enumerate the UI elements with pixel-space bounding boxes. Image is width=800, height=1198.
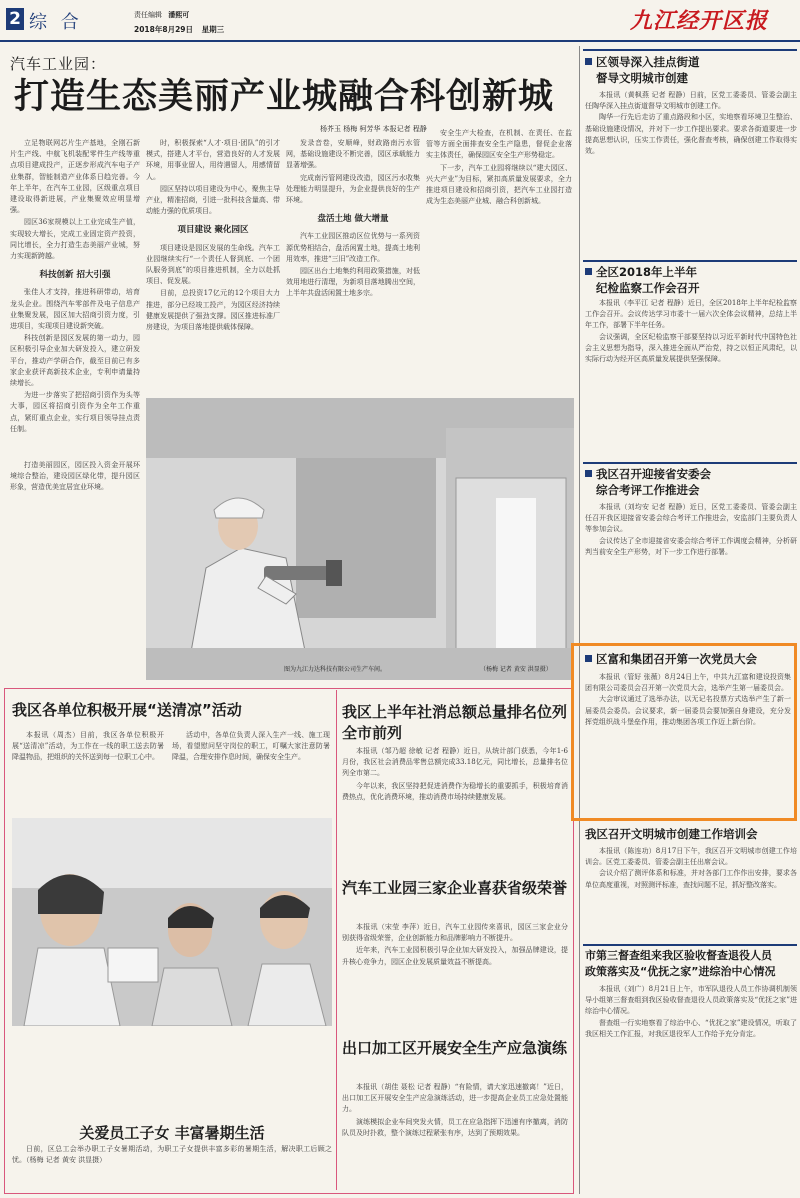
r0-bullet-icon (585, 58, 592, 65)
r4-body (585, 846, 797, 938)
lead-col3-p3: 汽车工业园区推动区位优势与一系列资源优势相结合，盘活闲置土地，提高土地利用效率，推进“三旧”改造工作。 (286, 232, 420, 263)
a2-lead: 本报讯（邹乃超 徐敏 记者 程静）近日，从统计部门获悉，今年1-6月份，我区社会消费品零售总额完成33.18亿元，同比增长，总量排名位列全市第二。 (342, 747, 568, 778)
lead-col2-p3: 项目建设是园区发展的生命线。汽车工业园继续实行“一个责任人督到底、一个团队服务到底”的项目推进机制，全力以赴抓项目、促发展。 (146, 243, 280, 286)
r3-lead: 本报讯（管好 张薇）8月24日上午，中共九江富和建设投资集团有限公司委员会召开第一次党员大会，选举产生第一届委员会。 (585, 673, 791, 693)
r1-bullet-icon (585, 268, 592, 275)
a5-photo-art (12, 818, 332, 1026)
a1-body-left (12, 730, 164, 812)
r5-title-line2: 政策落实及“优抚之家”进综治中心情况 (585, 965, 776, 978)
lead-col3-p1: 发录音卷，安顺峰，财政路南污水管网，基础设施建设不断完善，园区承载能力显著增强。 (286, 139, 420, 170)
lead-photo-caption: 图为九江力达科技有限公司生产车间。 (284, 666, 387, 673)
editor-name: 潘熙可 (168, 11, 190, 19)
lead-col4 (426, 128, 572, 398)
r5-rule (583, 944, 797, 946)
a1-lead: 本报讯（周杰）目前，我区各单位积极开展“送清凉”活动，为工作在一线的职工送去防暑降温物品，把组织的关怀送到每一位职工心中。 (12, 731, 164, 762)
lead-col1-p1: 立足物联网芯片生产基地，全刚石新片生产线、中航飞机装配零件生产线等重点项目建成投产，正逐步形成汽车电子产业集群，智能制造产业体系日趋完善。今年上半年，在汽车工业园，区级重点项目建设取得新进展，产业集聚效应明显增强。 (10, 139, 140, 215)
a4-body-text: 演练模拟企业车间突发火情，员工在应急指挥下迅速有序撤离，消防队员及时扑救，整个演练过程紧张有序，达到了预期效果。 (342, 1117, 568, 1137)
lead-subhead-1: 科技创新 招大引强 (39, 270, 111, 281)
masthead-rule (0, 40, 800, 42)
lead-photo-credit: （杨梅 记者 黄安 洪显摄） (480, 666, 552, 673)
r5-title (585, 948, 797, 980)
lead-col1-p2: 园区36家规模以上工业完成生产值，实现较大增长，完成工业固定资产投资，同比增长，全力打造生态美丽产业城，努力实现新跨越。 (10, 218, 140, 261)
lead-byline: 杨芥玉 杨梅 柯芳华 本报记者 程静 (320, 125, 427, 133)
r3-text: 大会审议通过了选举办法，以无记名投票方式选举产生了新一届委员会委员。会议要求，新一届委员会要加强自身建设，充分发挥党组织战斗堡垒作用，推动集团各项工作迈上新台阶。 (585, 695, 791, 726)
lead-col2-p1: 时，积极探索“人才·项目·团队”的引才模式，搭建人才平台，营造良好的人才发展环境，用事业留人，用待遇留人，用感情留人。 (146, 139, 280, 181)
r1-lead: 本报讯（李平江 记者 程静）近日，全区2018年上半年纪检监察工作会召开。会议传达学习市委十一届六次全体会议精神，总结上半年工作，部署下半年任务。 (585, 299, 797, 330)
r5-title-line1: 市第三督查组来我区验收督查退役人员 (585, 949, 772, 962)
r2-title (585, 466, 797, 498)
r0-title-line2: 督导文明城市创建 (596, 71, 688, 85)
r5-text: 督查组一行实地察看了综治中心、“优抚之家”建设情况，听取了我区相关工作汇报，对我区退役军人工作给予充分肯定。 (585, 1018, 797, 1038)
lead-col1-p5: 为进一步落实了把招商引资作为头等大事，园区将招商引资作为全年工作重点，紧盯重点企业，实行项目领导挂点责任制。 (10, 391, 140, 433)
lead-col3-p2: 完成南污管网建设改造，园区污水收集处理能力明显提升，为企业提供良好的生产环境。 (286, 173, 420, 205)
r2-bullet-icon (585, 470, 592, 477)
page-number-block (6, 8, 24, 30)
r1-title-line2: 纪检监察工作会召开 (596, 281, 700, 295)
r2-rule (583, 462, 797, 464)
a4-body (342, 1082, 568, 1190)
a3-body-text: 近年来，汽车工业园积极引导企业加大研发投入，加强品牌建设，提升核心竞争力，园区企业发展质量效益不断提高。 (342, 946, 568, 966)
lead-photo-art (146, 398, 574, 680)
lead-col1-p3: 张佳人才支持，推进科研带动，培育龙头企业。围绕汽车零部件及电子信息产业集聚发展，园区加大招商引资力度，引进项目，实现项目建设新突破。 (10, 288, 140, 331)
r3-title-line1: 区富和集团召开第一次党员大会 (596, 652, 757, 666)
r2-lead: 本报讯（刘均安 记者 程静）近日，区党工委委员、管委会副主任召开我区迎接省安委会综合考评工作推进会，安监部门主要负责人等参加会议。 (585, 503, 797, 534)
r1-text: 会议强调，全区纪检监察干部要坚持以习近平新时代中国特色社会主义思想为指导，深入推进全面从严治党，持之以恒正风肃纪，以实际行动为经开区高质量发展提供坚强保障。 (585, 332, 797, 364)
lead-photo (146, 398, 574, 680)
a2-body (342, 746, 568, 874)
a3-title: 汽车工业园三家企业喜获省级荣誉 (342, 879, 568, 897)
lead-col1-p4: 科技创新是园区发展的第一动力，园区积极引导企业加大研发投入，建立研发平台，推动产学研合作，截至目前已有多家企业获评高新技术企业，专利申请量持续增长。 (10, 334, 140, 388)
lead-kicker: 汽车工业园： (10, 55, 107, 73)
r2-title-line2: 综合考评工作推进会 (596, 483, 700, 497)
lead-col1-p6: 打造美丽园区，园区投入资金开展环境综合整治，建设园区绿化带，提升园区形象，营造优美宜居宜业环境。 (10, 461, 140, 492)
r0-title-line1: 区领导深入挂点街道 (596, 55, 700, 69)
issue-weekday: 星期三 (201, 25, 225, 34)
lead-col4-p2: 下一步，汽车工业园将继续以“建大园区、兴大产业”为目标，紧扣高质量发展要求，全力推进项目建设和招商引资，把汽车工业园打造成为生态美丽产业城、融合科创新城。 (426, 163, 572, 206)
r5-lead: 本报讯（刘广）8月21日上午，市军队退役人员工作协调机制领导小组第三督查组到我区验收督查退役人员政策落实及“优抚之家”进综治中心情况。 (585, 985, 797, 1016)
page-number: 2 (9, 9, 21, 29)
a1-title: 我区各单位积极开展“送清凉”活动 (12, 701, 242, 719)
a4-lead: 本报讯（胡佳 聂松 记者 程静）“有险情，请大家迅速撤离！”近日，出口加工区开展安全生产应急演练活动，进一步提高企业员工应急处置能力。 (342, 1083, 568, 1114)
masthead (0, 0, 800, 44)
lead-subhead-2: 项目建设 聚化园区 (177, 225, 249, 236)
lead-subhead-3: 盘活土地 做大增量 (317, 214, 389, 225)
r4-title (585, 826, 797, 842)
r3-body (585, 672, 791, 816)
r4-text: 会议介绍了测评体系和标准，并对各部门工作作出安排，要求各单位高度重视，对照测评标准，查找问题不足，抓好整改落实。 (585, 869, 797, 889)
lead-col3-p4: 园区出台土地集约利用政策措施，对低效用地进行清理，为新项目落地腾出空间，上半年共盘活闲置土地多宗。 (286, 267, 420, 298)
r0-rule (583, 49, 797, 51)
lead-title: 打造生态美丽产业城融合科创新城 (14, 77, 555, 117)
a5-photo (12, 818, 332, 1026)
lead-col1 (10, 138, 140, 460)
lead-col3 (286, 138, 420, 398)
r0-lead: 本报讯（黄枫燕 记者 程静）日前，区党工委委员、管委会副主任陶华深入挂点街道督导文明城市创建工作。 (585, 91, 797, 111)
r0-title (585, 54, 797, 86)
r0-text: 陶华一行先后走访了重点路段和小区，实地察看环境卫生整治、基础设施建设情况，并对下一步工作提出要求。要求各街道要进一步提高思想认识，压实工作责任，强化督查考核，确保创建工作取得实效。 (585, 113, 797, 156)
r4-lead: 本报讯（陈连功）8月17日下午，我区召开文明城市创建工作培训会。区党工委委员、管委会副主任出席会议。 (585, 847, 797, 867)
issue-date-line (134, 24, 224, 35)
r1-title (585, 264, 797, 296)
a3-lead: 本报讯（宋莹 李萍）近日，汽车工业园传来喜讯，园区三家企业分别获得省级荣誉，企业创新能力和品牌影响力不断提升。 (342, 923, 568, 943)
a2-title: 我区上半年社消总额总量排名位列全市前列 (342, 703, 568, 742)
issue-date: 2018年8月29日 (134, 25, 194, 34)
r1-body (585, 298, 797, 454)
a2-body-text: 今年以来，我区坚持把促进消费作为稳增长的重要抓手，积极培育消费热点，优化消费环境，推动消费市场持续健康发展。 (342, 781, 568, 801)
r3-title (585, 651, 797, 667)
news-box-divider-v (336, 690, 337, 1190)
right-column-divider (579, 46, 580, 1194)
r1-rule (583, 260, 797, 262)
r2-text: 会议传达了全市迎接省安委会综合考评工作调度会精神，分析研判当前安全生产形势，对下一步工作进行部署。 (585, 536, 797, 556)
lead-col4-p1: 安全生产大检查，在机制、在责任、在监管等方面全面排查安全生产隐患，督促企业落实主体责任，确保园区安全生产形势稳定。 (426, 129, 572, 160)
editor-label: 责任编辑 (134, 11, 162, 19)
a1-body: 活动中，各单位负责人深入生产一线、施工现场，看望慰问坚守岗位的职工，叮嘱大家注意防暑降温，合理安排作息时间，确保安全生产。 (172, 731, 330, 762)
r2-body (585, 502, 797, 642)
lead-col2-p2: 园区坚持以项目建设为中心，聚焦主导产业，精准招商，引进一批科技含量高、带动能力强的优质项目。 (146, 184, 280, 216)
lead-col1-lower (10, 460, 140, 720)
a5-lead: 日前，区总工会举办职工子女暑期活动，为职工子女提供丰富多彩的暑期生活，解决职工后顾之忧。（杨梅 记者 黄安 洪显摄） (12, 1145, 332, 1165)
editor-line (134, 10, 189, 20)
a5-title: 关爱员工子女 丰富暑期生活 (79, 1124, 265, 1142)
a4-title: 出口加工区开展安全生产应急演练 (342, 1039, 568, 1057)
r4-title-line1: 我区召开文明城市创建工作培训会 (585, 827, 758, 841)
r5-body (585, 984, 797, 1192)
r2-title-line1: 我区召开迎接省安委会 (596, 467, 711, 481)
a3-body (342, 922, 568, 1042)
lead-col2-p4: 目前，总投资17亿元的12个项目大力推进，部分已经竣工投产，为园区经济持续健康发展提供了强劲支撑。园区推进标准厂房建设，为项目落地提供载体保障。 (146, 289, 280, 332)
section-label: 综 合 (29, 12, 83, 33)
r1-title-line1: 全区2018年上半年 (596, 265, 698, 279)
r3-bullet-icon (585, 655, 592, 662)
a1-body-right (172, 730, 330, 812)
r0-body (585, 90, 797, 256)
paper-logo: 九江经开区报 (630, 8, 769, 34)
a5-text (12, 1144, 332, 1188)
